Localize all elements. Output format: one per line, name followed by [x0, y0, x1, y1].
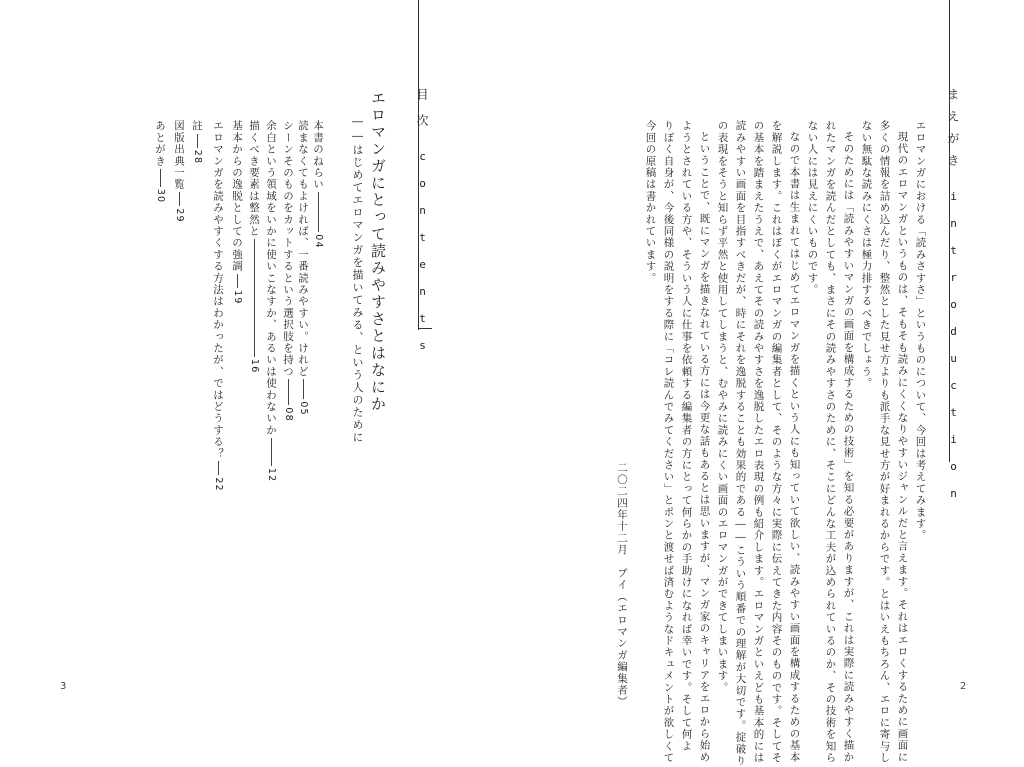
contents-page: [0, 0, 512, 726]
toc-item[interactable]: [172, 120, 187, 223]
toc-item[interactable]: [230, 120, 245, 305]
contents-heading-jp: 目次: [415, 88, 429, 140]
body-line: ようとされている方や、そういう人に仕事を依頼する編集者の方にとって何らかの手助けになれば幸いです。そして何よ: [680, 120, 693, 752]
toc-item[interactable]: [281, 120, 296, 422]
contents-heading-en: contents: [416, 150, 429, 366]
toc-leader: [197, 134, 198, 148]
toc-item-page: 16: [249, 359, 260, 374]
toc-item-page: 12: [266, 467, 277, 483]
toc-item[interactable]: [190, 120, 205, 164]
toc-item-page: 19: [232, 290, 243, 305]
toc-item-title: 註: [191, 120, 203, 132]
toc-item[interactable]: [311, 120, 326, 249]
body-line: の表現をそうと知らず平然と使用してしまうと、むやみに読みにくい画面のエロマンガができてしまいます。: [716, 120, 729, 694]
toc-item-title: 描くべき要素は整然と: [248, 120, 260, 237]
toc-item-page: 08: [283, 407, 294, 422]
book-title: エロマンガにとって読みやすさとはなにか: [369, 90, 387, 413]
toc-item[interactable]: [264, 120, 279, 482]
toc-item-title: 本書のねらい: [312, 120, 324, 191]
toc-leader: [254, 239, 255, 357]
body-line: ない無駄な読みにくさは極力排するべきでしょう。: [860, 120, 873, 390]
body-line: れたマンガを読んだとしても、まさにその読みやすさのために、そこにどんな工夫が込められているのか、その技術を知ら: [824, 120, 837, 764]
toc-item-title: エロマンガを読みやすくする方法はわかったが、ではどうする？: [212, 120, 224, 460]
toc-item-page: 22: [213, 477, 224, 492]
toc-item-page: 05: [298, 401, 309, 416]
toc-item-page: 04: [313, 234, 324, 249]
body-line: 今回の原稿は書かれています。: [644, 120, 657, 284]
toc-item[interactable]: [153, 120, 168, 203]
toc-item[interactable]: [211, 120, 226, 492]
toc-leader: [179, 192, 180, 206]
body-line: ない人には見えにくいものです。: [806, 120, 819, 296]
toc-item[interactable]: [247, 120, 262, 374]
toc-item-page: 29: [174, 208, 185, 223]
book-subtitle: ――はじめてエロマンガを描いてみる、という人のために: [351, 115, 364, 444]
toc-item-title: あとがき: [154, 120, 166, 167]
toc-leader: [218, 461, 219, 475]
contents-top-rule: [418, 0, 419, 70]
body-line: を解説します。これはぼくがエロマンガの編集者として、そのような方々に実際に伝えてきた内容そのものです。そしてそ: [770, 120, 783, 764]
introduction-page: [512, 0, 1024, 767]
contents-heading: [414, 88, 431, 366]
toc-leader: [271, 438, 272, 466]
toc-leader: [288, 379, 289, 405]
body-line: 多くの情報を詰め込んだり、整然とした見せ方よりも派手な見せ方が好まれるからです。とはいえもちろん、エロに寄与し: [878, 120, 891, 764]
body-line: 読みやすい画面を目指すべきだが、時にそれを逸脱することも効果的である――こういう順番での理解が大切です。掟破り: [734, 120, 747, 767]
toc-item-page: 28: [192, 149, 203, 165]
body-line: エロマンガにおける「読みさすさ」というものについて、今回は考えてみます。: [914, 120, 927, 542]
toc-leader: [237, 274, 238, 288]
body-line: なので本書は生まれてはじめてエロマンガを描くという人にも知っていて欲しい、読みやすい画面を構成するための基本: [788, 131, 801, 763]
page-number: 2: [960, 681, 967, 692]
toc-leader: [160, 169, 161, 187]
toc-item-title: 読まなくてもよければ、一番読みやすい。けれど: [297, 120, 309, 378]
toc-item[interactable]: [296, 120, 311, 416]
toc-item-title: 余白という領域をいかに使いこなすか、あるいは使わないか: [265, 120, 277, 436]
page-number: 3: [60, 681, 67, 692]
toc-item-title: 基本からの逸脱としての強調: [231, 120, 243, 273]
toc-leader: [303, 379, 304, 399]
introduction-heading-jp: まえがき: [946, 88, 960, 176]
toc-item-title: シーンそのものをカットするという選択肢を持つ: [282, 120, 294, 378]
body-line: 現代のエロマンガというものは、そもそも読みにくくなりやすいジャンルだと言えます。それはエロくするために画面に: [896, 131, 909, 763]
toc-item-page: 30: [155, 188, 166, 204]
body-line: そのためには「読みやすいマンガの画面を構成するための技術」を知る必要がありますが、これは実際に読みやすく描か: [842, 131, 855, 763]
introduction-heading: [945, 88, 962, 514]
toc-leader: [318, 192, 319, 232]
toc-item-title: 図版出典一覧: [173, 120, 185, 191]
signature: 二〇二四年十二月 ブイ（エロマンガ編集者）: [616, 462, 628, 708]
introduction-heading-en: introduction: [947, 190, 960, 514]
body-line: りぼく自身が、今後同様の説明をする際に「コレ読んでみてください」とポンと渡せば済むようなドキュメントが欲しくて: [662, 120, 675, 764]
body-line: ということで、既にマンガを描きなれている方には今更な話もあるとは思いますが、マンガ家のキャリアをエロから始め: [698, 131, 711, 763]
body-line: の基本を踏まえたうえで、あえてその読みやすさを逸脱したエロ表現の例も紹介します。エロマンガといえども基本的には: [752, 120, 765, 764]
